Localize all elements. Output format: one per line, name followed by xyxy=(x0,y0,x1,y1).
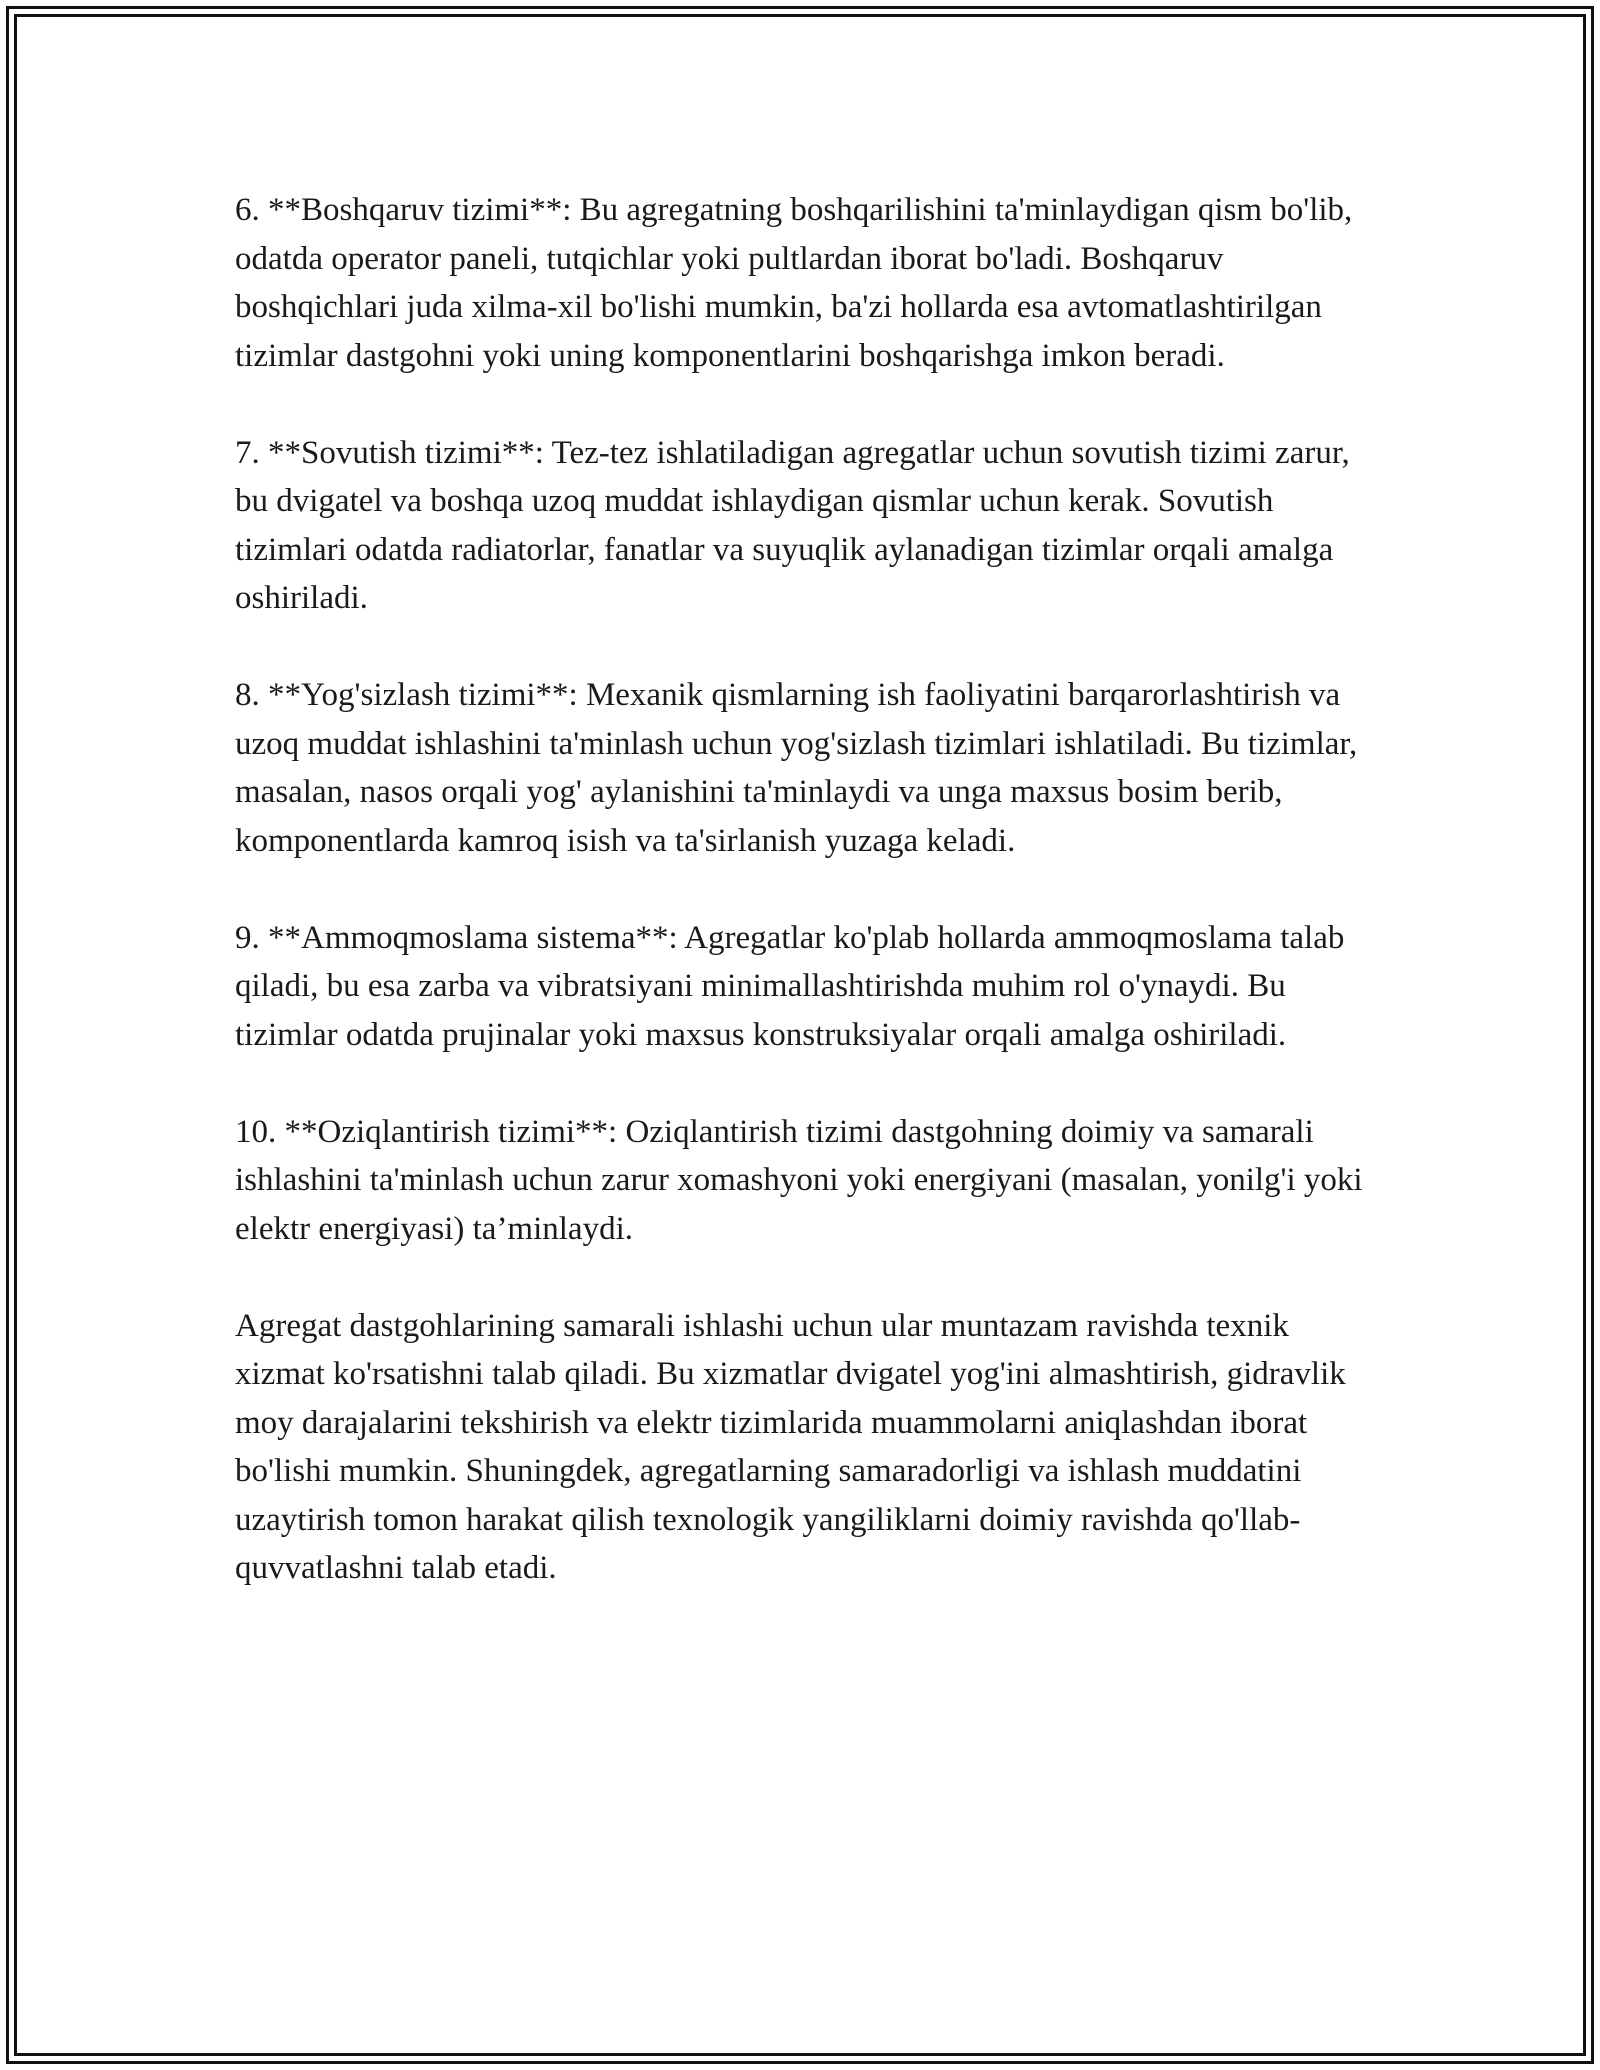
paragraph-maintenance-summary: Agregat dastgohlarining samarali ishlashi uchun ular muntazam ravishda texnik xizmat ko'rsatishni talab qiladi. Bu xizmatlar dvigatel yog'ini almashtirish, gidravlik moy darajalarini tekshirish va elektr tizimlarida muammolarni aniqlashdan iborat bo'lishi mumkin. Shuningdek, agregatlarning samaradorligi va ishlash muddatini uzaytirish tomon harakat qilish texnologik yangiliklarni doimiy ravishda qo'llab-quvvatlashni talab etadi. xyxy=(235,1307,1346,1586)
paragraph-cooling-system: 7. **Sovutish tizimi**: Tez-tez ishlatiladigan agregatlar uchun sovutish tizimi zarur, bu dvigatel va boshqa uzoq muddat ishlaydigan qismlar uchun kerak. Sovutish tizimlari odatda radiatorlar, fanatlar va suyuqlik aylanadigan tizimlar orqali amalga oshiriladi. xyxy=(235,434,1350,616)
document-body xyxy=(235,186,1385,1593)
paragraph-lubrication-system: 8. **Yog'sizlash tizimi**: Mexanik qismlarning ish faoliyatini barqarorlashtirish va uzoq muddat ishlashini ta'minlash uchun yog'sizlash tizimlari ishlatiladi. Bu tizimlar, masalan, nasos orqali yog' aylanishini ta'minlaydi va unga maxsus bosim berib, komponentlarda kamroq isish va ta'sirlanish yuzaga keladi. xyxy=(235,677,1358,859)
paragraph-feeding-system: 10. **Oziqlantirish tizimi**: Oziqlantirish tizimi dastgohning doimiy va samarali ishlashini ta'minlash uchun zarur xomashyoni yoki energiyani (masalan, yonilg'i yoki elektr energiyasi) ta’minlaydi. xyxy=(235,1113,1363,1247)
paragraph-control-system: 6. **Boshqaruv tizimi**: Bu agregatning boshqarilishini ta'minlaydigan qism bo'lib, odatda operator paneli, tutqichlar yoki pultlardan iborat bo'ladi. Boshqaruv boshqichlari juda xilma-xil bo'lishi mumkin, ba'zi hollarda esa avtomatlashtirilgan tizimlar dastgohni yoki uning komponentlarini boshqarishga imkon beradi. xyxy=(235,192,1353,374)
paragraph-damping-system: 9. **Ammoqmoslama sistema**: Agregatlar ko'plab hollarda ammoqmoslama talab qiladi, bu esa zarba va vibratsiyani minimallashtirishda muhim rol o'ynaydi. Bu tizimlar odatda prujinalar yoki maxsus konstruksiyalar orqali amalga oshiriladi. xyxy=(235,919,1345,1053)
